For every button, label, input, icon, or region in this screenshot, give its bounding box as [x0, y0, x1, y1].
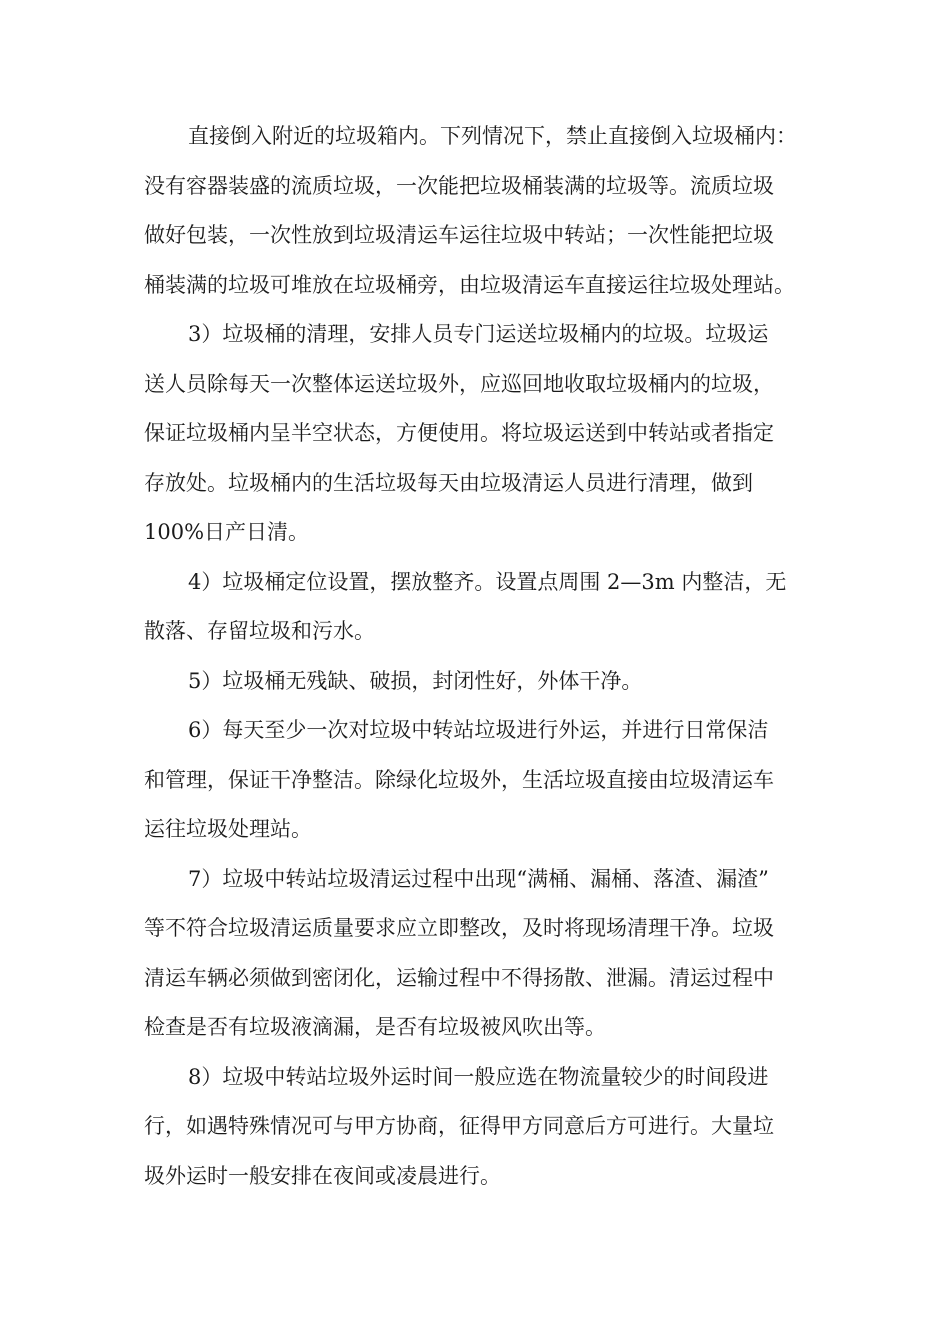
text-line: 检查是否有垃圾液滴漏，是否有垃圾被风吹出等。 — [144, 1015, 606, 1039]
paragraph-item-3 — [144, 310, 816, 558]
text-line: 7）垃圾中转站垃圾清运过程中出现“满桶、漏桶、落渣、漏渣” — [188, 866, 769, 891]
text-line: 5）垃圾桶无残缺、破损，封闭性好，外体干净。 — [188, 668, 643, 693]
text-line: 桶装满的垃圾可堆放在垃圾桶旁，由垃圾清运车直接运往垃圾处理站。 — [144, 272, 795, 297]
paragraph-item-4 — [144, 558, 816, 657]
paragraph-item-8 — [144, 1053, 816, 1202]
text-line: 和管理，保证干净整洁。除绿化垃圾外，生活垃圾直接由垃圾清运车 — [144, 767, 774, 792]
text-line: 3）垃圾桶的清理，安排人员专门运送垃圾桶内的垃圾。垃圾运 — [188, 322, 769, 346]
text-line: 送人员除每天一次整体运送垃圾外，应巡回地收取垃圾桶内的垃圾， — [144, 371, 774, 396]
text-line: 等不符合垃圾清运质量要求应立即整改，及时将现场清理干净。垃圾 — [144, 916, 774, 940]
paragraph-item-7 — [144, 855, 816, 1053]
text-line: 行，如遇特殊情况可与甲方协商，征得甲方同意后方可进行。大量垃 — [144, 1114, 774, 1138]
text-line: 存放处。垃圾桶内的生活垃圾每天由垃圾清运人员进行清理，做到 — [144, 470, 753, 495]
text-line: 8）垃圾中转站垃圾外运时间一般应选在物流量较少的时间段进 — [188, 1064, 769, 1089]
paragraph-item-6 — [144, 706, 816, 855]
text-line: 运往垃圾处理站。 — [144, 817, 312, 841]
text-line: 保证垃圾桶内呈半空状态，方便使用。将垃圾运送到中转站或者指定 — [144, 421, 774, 445]
text-line: 圾外运时一般安排在夜间或凌晨进行。 — [144, 1163, 501, 1188]
document-body — [144, 112, 816, 1201]
text-line: 清运车辆必须做到密闭化，运输过程中不得扬散、泄漏。清运过程中 — [144, 965, 774, 990]
text-line: 100%日产日清。 — [144, 520, 310, 544]
text-line: 散落、存留垃圾和污水。 — [144, 619, 375, 643]
text-line: 直接倒入附近的垃圾箱内。下列情况下，禁止直接倒入垃圾桶内： — [188, 124, 797, 148]
text-line: 4）垃圾桶定位设置，摆放整齐。设置点周围 2—3m 内整洁，无 — [188, 569, 787, 594]
text-line: 没有容器装盛的流质垃圾，一次能把垃圾桶装满的垃圾等。流质垃圾 — [144, 173, 774, 198]
text-line: 6）每天至少一次对垃圾中转站垃圾进行外运，并进行日常保洁 — [188, 718, 769, 742]
paragraph-item-5 — [144, 657, 816, 707]
paragraph-continuation — [144, 112, 816, 310]
text-line: 做好包装，一次性放到垃圾清运车运往垃圾中转站；一次性能把垃圾 — [144, 223, 774, 247]
